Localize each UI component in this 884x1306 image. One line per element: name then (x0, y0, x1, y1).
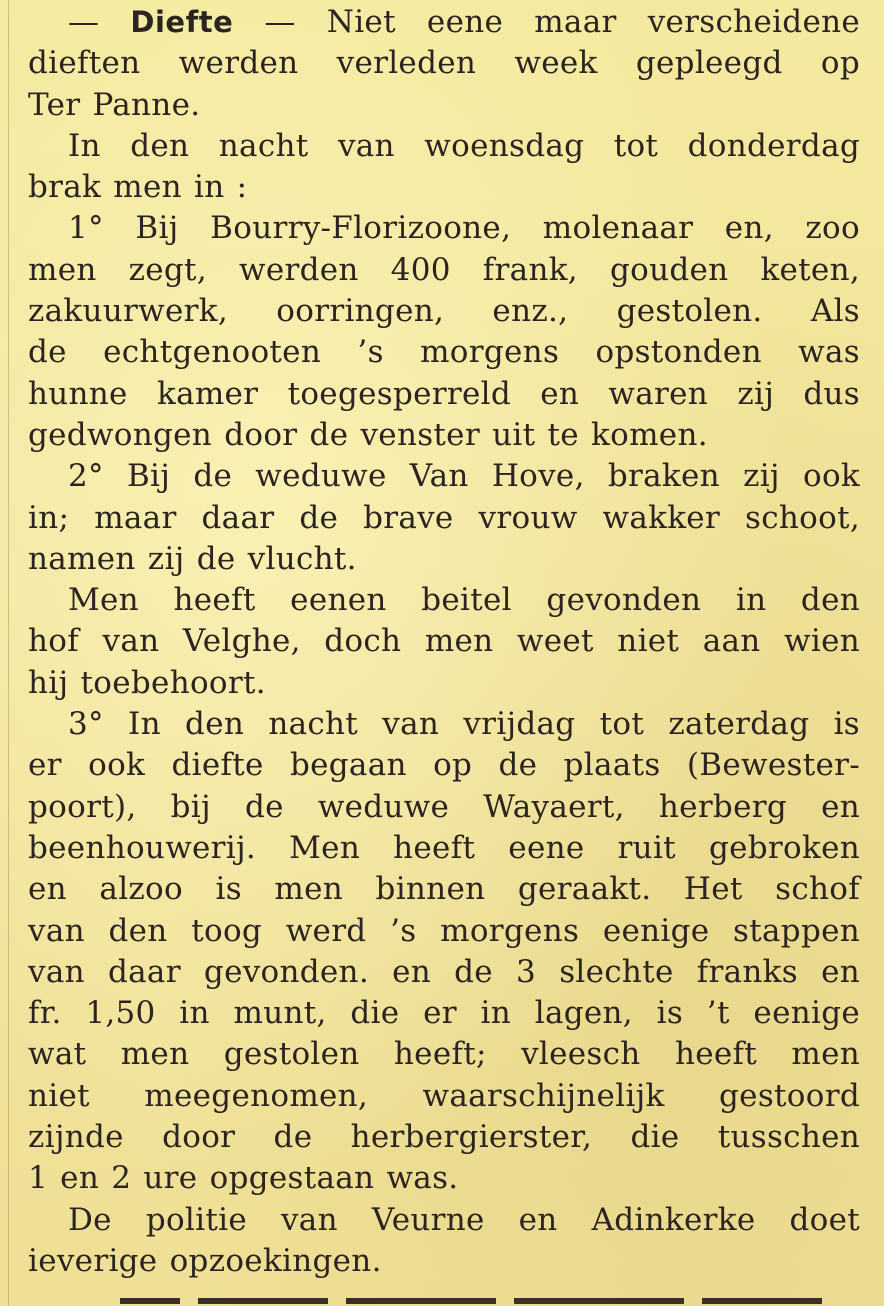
text-line: poort), bij de weduwe Wayaert, herberg en (28, 788, 860, 825)
article-paragraph (28, 580, 860, 704)
text-line: dieften werden verleden week gepleegd op (28, 45, 860, 82)
text-line: en alzoo is men binnen geraakt. Het schof (28, 871, 860, 908)
text-line: zakuurwerk, oorringen, enz., gestolen. Als (28, 293, 860, 330)
article-heading: Diefte (130, 5, 234, 39)
article-paragraph (28, 704, 860, 1200)
heading-dash: — (68, 4, 131, 40)
text-line: 3° In den nacht van vrijdag tot zaterdag is (68, 706, 860, 743)
text-line: Men heeft eenen beitel gevonden in den (68, 582, 860, 619)
article-paragraph (28, 1200, 860, 1283)
text-line: brak men in : (28, 169, 248, 206)
text-line: namen zij de vlucht. (28, 540, 357, 577)
article-paragraph (28, 208, 860, 456)
text-line-content: — Niet eene maar verscheidene (233, 4, 860, 40)
text-line: hunne kamer toegesperreld en waren zij dus (28, 375, 860, 412)
text-line: hij toebehoort. (28, 664, 266, 701)
article-paragraph (28, 126, 860, 209)
next-article-cutoff (120, 1290, 880, 1306)
text-line: 1 en 2 ure opgestaan was. (28, 1160, 459, 1197)
text-line: niet meegenomen, waarschijnelijk gestoord (28, 1077, 860, 1114)
article-paragraph (28, 2, 860, 126)
text-line: ieverige opzoekingen. (28, 1242, 382, 1279)
text-line: fr. 1,50 in munt, die er in lagen, is ’t eenige (28, 995, 860, 1032)
article-body (28, 2, 860, 1282)
text-line: In den nacht van woensdag tot donderdag (68, 127, 860, 164)
text-line: gedwongen door de venster uit te komen. (28, 416, 708, 453)
text-line: De politie van Veurne en Adinkerke doet (68, 1201, 860, 1238)
text-line: de echtgenooten ’s morgens opstonden was (28, 334, 860, 371)
text-line: in; maar daar de brave vrouw wakker schoot, (28, 499, 860, 536)
article-paragraph (28, 456, 860, 580)
text-line: Ter Panne. (28, 86, 201, 123)
text-line (28, 2, 860, 43)
text-line: zijnde door de herbergierster, die tusschen (28, 1119, 860, 1156)
text-line: er ook diefte begaan op de plaats (Bewester- (28, 747, 860, 784)
text-line: 2° Bij de weduwe Van Hove, braken zij ook (68, 458, 860, 495)
text-line: wat men gestolen heeft; vleesch heeft men (28, 1036, 860, 1073)
column-rule (8, 0, 9, 1306)
text-line: van daar gevonden. en de 3 slechte franks en (28, 953, 860, 990)
text-line: van den toog werd ’s morgens eenige stappen (28, 912, 860, 949)
text-line: 1° Bij Bourry-Florizoone, molenaar en, zoo (68, 210, 860, 247)
text-line: men zegt, werden 400 frank, gouden keten, (28, 251, 860, 288)
text-line: hof van Velghe, doch men weet niet aan wien (28, 623, 860, 660)
text-line: beenhouwerij. Men heeft eene ruit gebroken (28, 829, 860, 866)
